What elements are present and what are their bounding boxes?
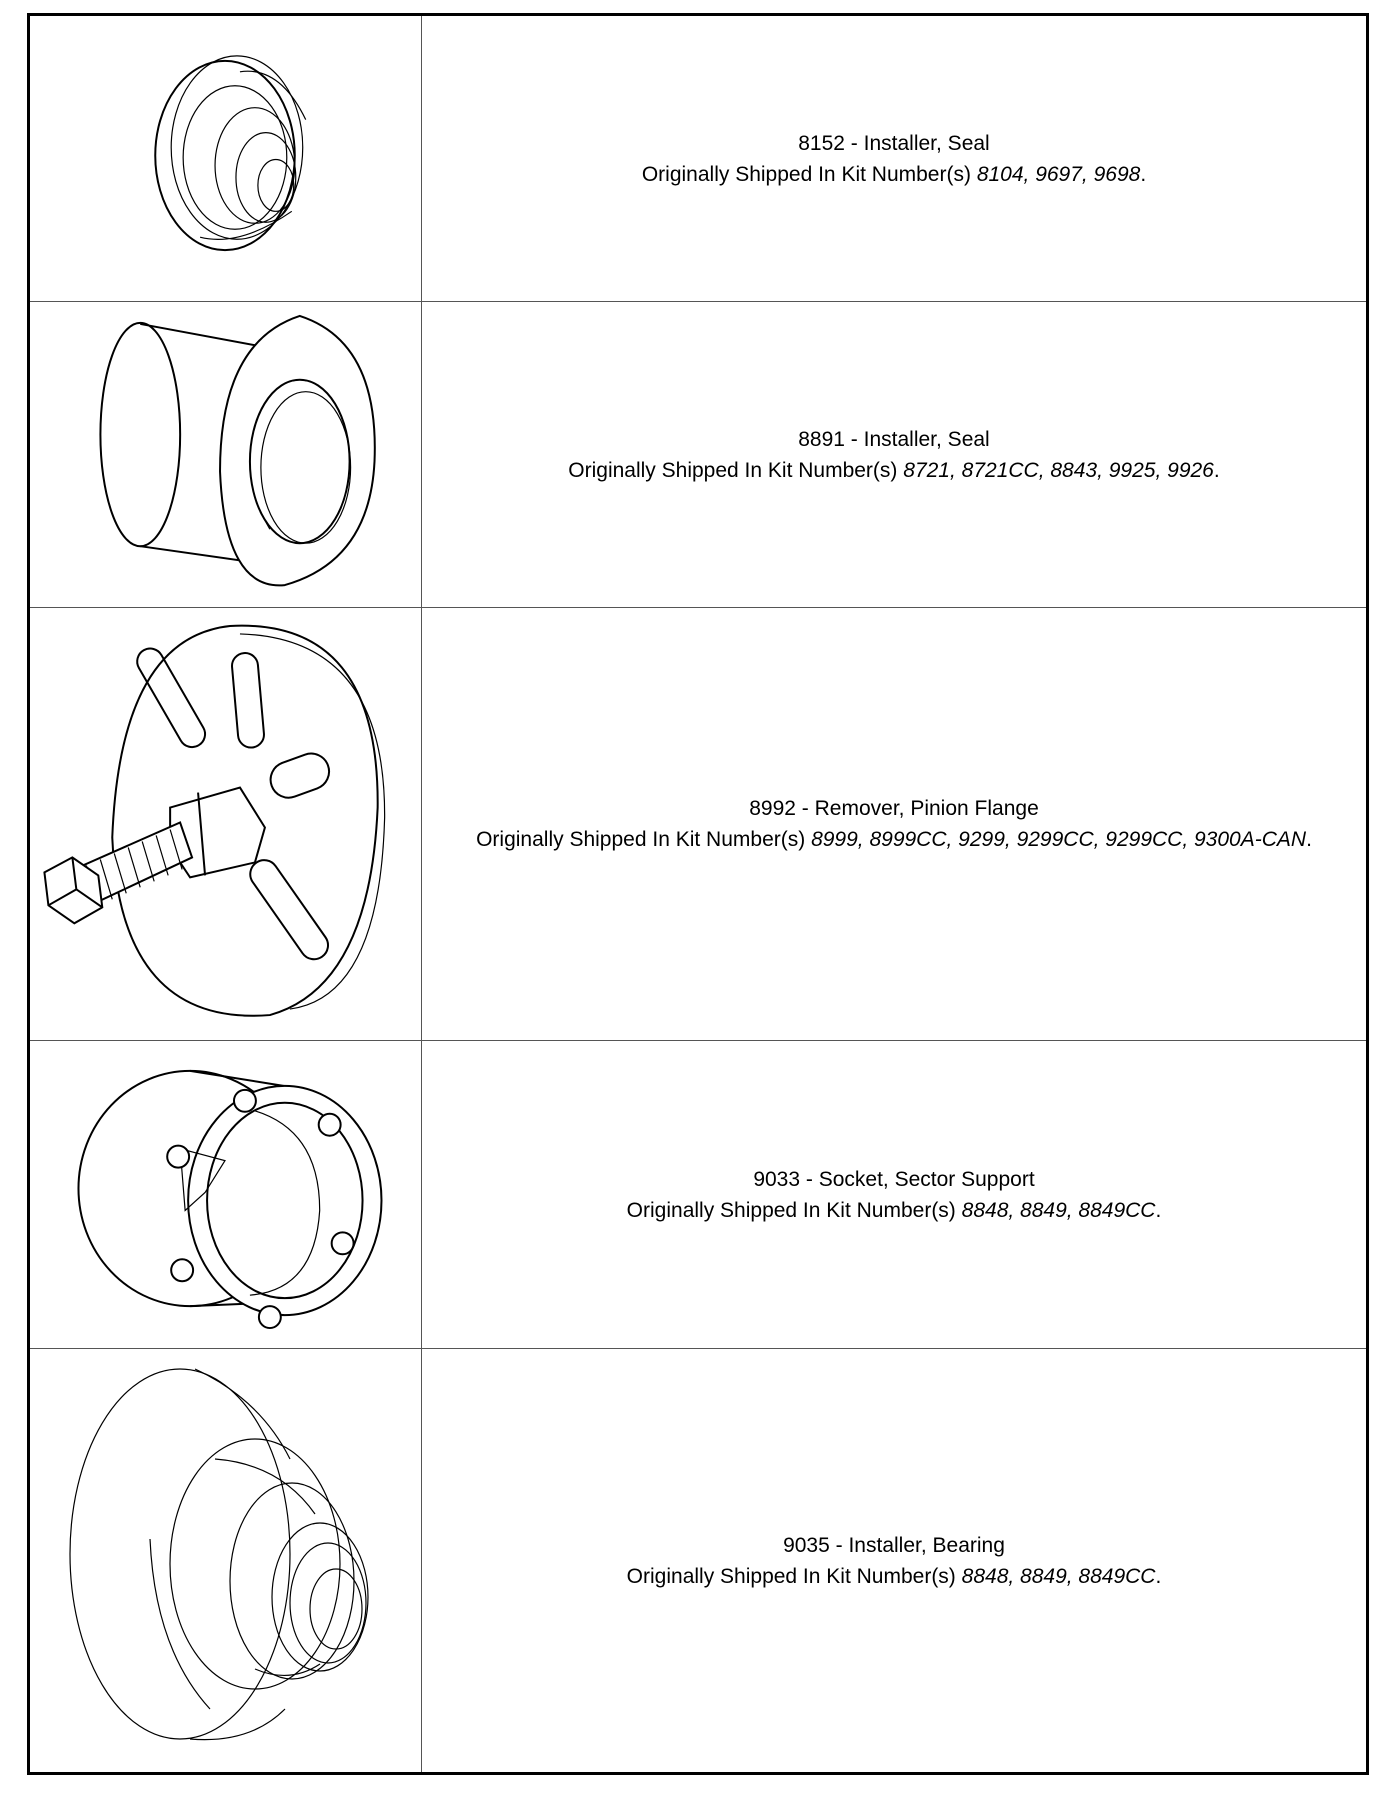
kit-numbers: 8848, 8849, 8849CC (961, 1564, 1156, 1588)
kits-suffix: . (1155, 1564, 1162, 1588)
tool-number: 9035 (783, 1533, 830, 1557)
tool-table (27, 13, 1369, 1775)
tool-image-cell (30, 16, 422, 301)
kits-prefix: Originally Shipped In Kit Number(s) (641, 162, 971, 186)
kit-numbers: 8104, 9697, 9698 (976, 162, 1141, 186)
kits-suffix: . (1213, 458, 1220, 482)
tool-number: 9033 (753, 1167, 801, 1191)
pinion-flange-remover-icon (30, 608, 422, 1040)
tool-title: 8992 - Remover, Pinion Flange (749, 797, 1039, 820)
tool-title: 8891 - Installer, Seal (798, 427, 990, 451)
tool-kits-line (642, 159, 1146, 190)
kits-prefix: Originally Shipped In Kit Number(s) (626, 1198, 956, 1222)
kits-prefix: Originally Shipped In Kit Number(s) (476, 828, 806, 851)
tool-description (627, 1164, 1162, 1226)
tool-row (30, 1349, 1366, 1772)
tool-image-cell (30, 1349, 422, 1772)
seal-installer-8152-icon (30, 16, 422, 301)
kits-prefix: Originally Shipped In Kit Number(s) (626, 1564, 956, 1588)
tool-row (30, 16, 1366, 302)
tool-number: 8992 (749, 797, 796, 820)
tool-number: 8891 (798, 427, 845, 451)
tool-kits-line (568, 455, 1219, 486)
tool-description (568, 424, 1219, 486)
seal-installer-8891-icon (30, 302, 422, 607)
kits-suffix: . (1140, 162, 1147, 186)
tool-row (30, 302, 1366, 608)
tool-description-cell (422, 302, 1366, 607)
tool-name: Installer, Seal (863, 427, 990, 451)
tool-number: 8152 (798, 131, 845, 155)
tool-image-cell (30, 608, 422, 1040)
tool-name: Socket, Sector Support (818, 1167, 1035, 1191)
kits-suffix: . (1306, 828, 1312, 851)
tool-description-cell (422, 1041, 1366, 1348)
tool-title: 9033 - Socket, Sector Support (753, 1167, 1035, 1191)
tool-row (30, 608, 1366, 1041)
sector-support-socket-icon (30, 1041, 422, 1348)
tool-description-cell (422, 16, 1366, 301)
tool-kits-line (627, 1561, 1162, 1592)
tool-description-cell (422, 608, 1366, 1040)
tool-image-cell (30, 1041, 422, 1348)
kit-numbers: 8721, 8721CC, 8843, 9925, 9926 (903, 458, 1214, 482)
tool-kits-line (627, 1195, 1162, 1226)
kit-numbers: 8999, 8999CC, 9299, 9299CC, 9299CC, 9300A-CAN (811, 828, 1307, 851)
kits-prefix: Originally Shipped In Kit Number(s) (568, 458, 898, 482)
tool-description (476, 793, 1312, 855)
tool-name: Installer, Seal (863, 131, 990, 155)
kit-numbers: 8848, 8849, 8849CC (961, 1198, 1156, 1222)
tool-name: Remover, Pinion Flange (814, 797, 1039, 820)
bearing-installer-icon (30, 1349, 422, 1772)
tool-description-cell (422, 1349, 1366, 1772)
tool-name: Installer, Bearing (848, 1533, 1005, 1557)
tool-description (627, 1530, 1162, 1592)
tool-row (30, 1041, 1366, 1349)
tool-title: 9035 - Installer, Bearing (783, 1533, 1005, 1557)
tool-title: 8152 - Installer, Seal (798, 131, 990, 155)
tool-image-cell (30, 302, 422, 607)
kits-suffix: . (1155, 1198, 1162, 1222)
tool-kits-line (476, 824, 1312, 855)
tool-description (642, 128, 1146, 190)
